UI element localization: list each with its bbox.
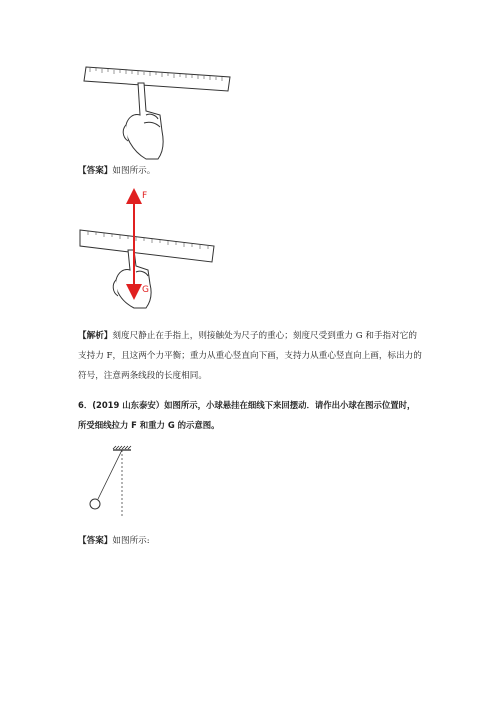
answer-text-2: 如图所示: [112, 536, 150, 546]
question-6-line-1: 6．(2019 山东泰安）如图所示，小球悬挂在细线下来回摆动．请作出小球在图示位置时， [78, 400, 416, 410]
force-label-f: F [142, 191, 148, 201]
analysis-line-2: 支持力 F，且这两个力平衡；重力从重心竖直向下画，支持力从重心竖直向上画，标出力的 [78, 351, 422, 361]
ruler-with-forces-illustration [80, 188, 240, 308]
analysis-tag: 【解析】 [78, 331, 113, 341]
answer-1 [78, 164, 155, 178]
answer-text: 如图所示。 [112, 166, 156, 176]
answer-tag: 【答案】 [78, 166, 113, 176]
answer-tag-2: 【答案】 [78, 536, 113, 546]
pendulum-illustration [85, 444, 145, 520]
analysis-line-3: 符号，注意两条线段的长度相同。 [78, 371, 207, 381]
question-6-line-2: 所受细线拉力 F 和重力 G 的示意图。 [78, 420, 220, 430]
analysis-line-1: 【解析】刻度尺静止在手指上，则接触处为尺子的重心；刻度尺受到重力 G 和手指对它的 [78, 331, 417, 341]
ruler-on-finger-illustration [80, 55, 240, 165]
force-label-g: G [142, 285, 149, 295]
question-number: 6． [78, 400, 93, 410]
answer-2 [78, 534, 150, 548]
